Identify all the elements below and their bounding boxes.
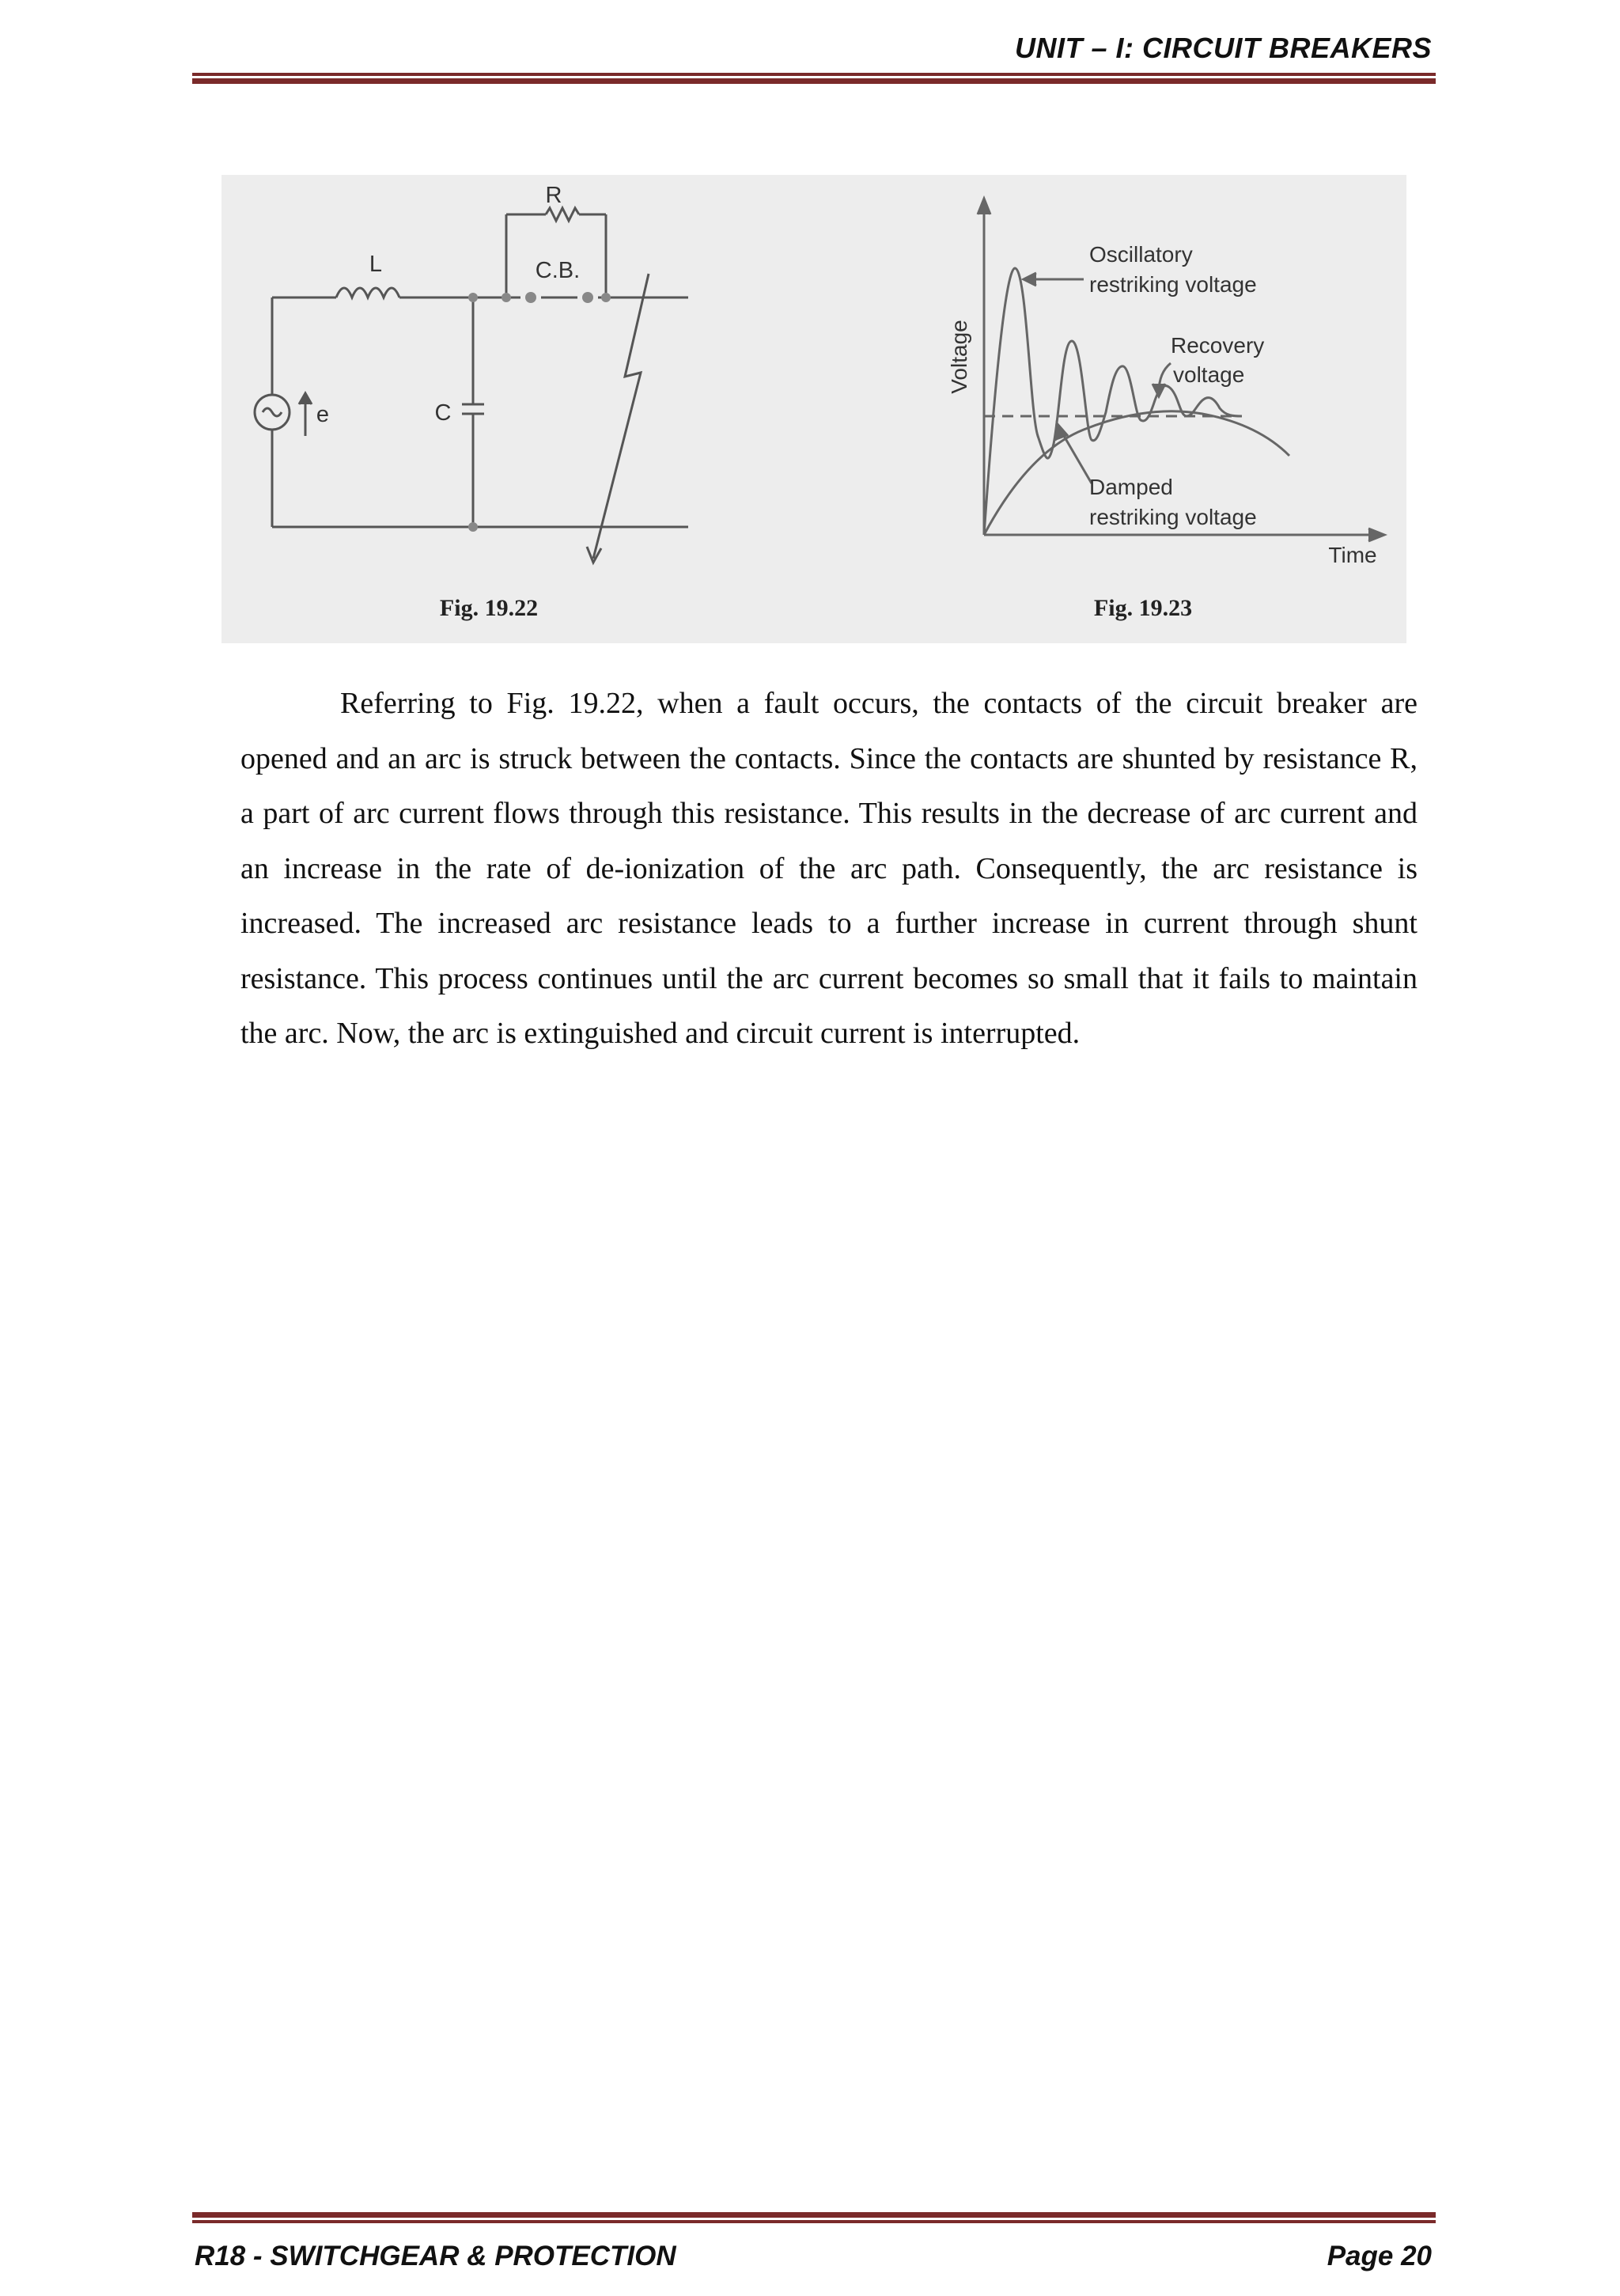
node-shunt-left — [502, 293, 511, 302]
annotation-oscillatory-line1: Oscillatory — [1089, 242, 1193, 267]
header-rule-thick — [192, 78, 1436, 84]
label-cb: C.B. — [535, 258, 581, 283]
figure-panel — [221, 175, 1406, 643]
y-axis-arrow — [978, 199, 990, 214]
x-axis-arrow — [1368, 529, 1384, 541]
x-axis-label: Time — [1328, 543, 1377, 567]
emf-arrowhead — [299, 393, 312, 404]
footer-page-number: Page 20 — [1327, 2241, 1432, 2271]
figures-svg — [221, 175, 1406, 643]
page-header-title: UNIT – I: CIRCUIT BREAKERS — [1014, 32, 1432, 64]
body-paragraph: Referring to Fig. 19.22, when a fault occurs, the contacts of the circuit breaker are opened and an arc is struck between the contacts. Since the contacts are shunted by resistance R, a part of arc current flows through this resistance. This results in the decrease of arc current and an increase in the rate of de-ionization of the arc path. Consequently, the arc resistance is increased. The increased arc resistance leads to a further increase in current through shunt resistance. This process continues until the arc current becomes so small that it fails to maintain the arc. Now, the arc is extinguished and circuit current is interrupted. — [240, 687, 1418, 1050]
label-r: R — [545, 183, 562, 208]
annotation-recovery-line1: Recovery — [1171, 333, 1265, 358]
circuit-diagram — [255, 208, 688, 563]
label-e: e — [316, 402, 330, 427]
annotation-damped-line2: restriking voltage — [1089, 505, 1257, 529]
pointer-oscillatory-head — [1024, 273, 1036, 286]
cb-contact-right — [582, 292, 593, 303]
inductor-coil — [336, 288, 399, 297]
pointer-recovery-head — [1153, 384, 1165, 396]
annotation-oscillatory-line2: restriking voltage — [1089, 272, 1257, 297]
node-capacitor-top — [468, 293, 478, 302]
footer-course-title: R18 - SWITCHGEAR & PROTECTION — [195, 2241, 676, 2271]
annotation-damped-line1: Damped — [1089, 475, 1173, 499]
y-axis-label: Voltage — [947, 320, 971, 394]
label-c: C — [434, 400, 452, 426]
node-shunt-right — [601, 293, 611, 302]
cb-contact-left — [525, 292, 536, 303]
node-capacitor-bottom — [468, 522, 478, 532]
resistor-zigzag — [546, 208, 579, 221]
footer-rule-thin — [192, 2220, 1436, 2223]
header-rule-thin — [192, 73, 1436, 76]
circuit-nodes — [468, 292, 611, 532]
label-l: L — [369, 252, 383, 277]
figure-caption-left: Fig. 19.22 — [439, 595, 539, 621]
fault-lightning — [593, 274, 649, 559]
figure-caption-right: Fig. 19.23 — [1093, 595, 1193, 621]
footer-rule-thick — [192, 2212, 1436, 2218]
annotation-recovery-line2: voltage — [1173, 362, 1245, 387]
